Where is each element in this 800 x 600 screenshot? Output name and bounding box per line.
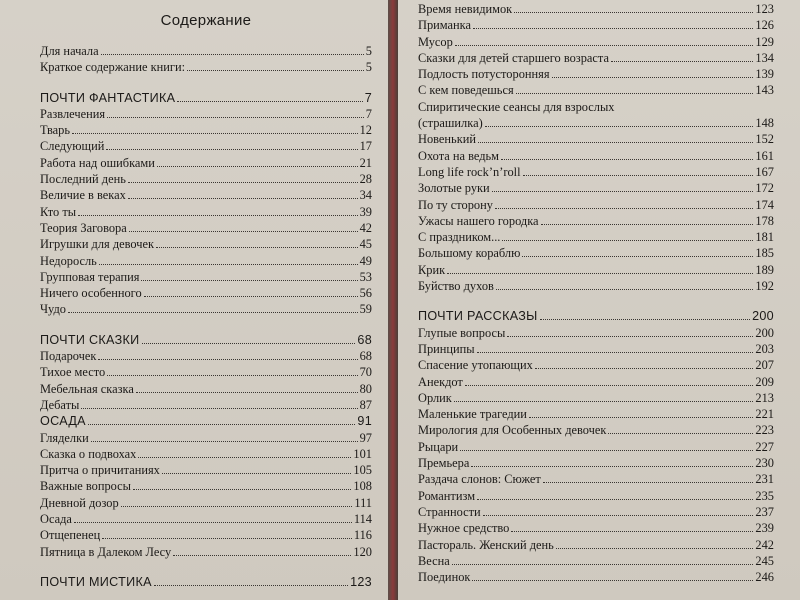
toc-entry-title: Охота на ведьм	[418, 148, 500, 163]
toc-leader-dots	[511, 523, 753, 533]
toc-entry-page-number: 189	[755, 262, 774, 277]
toc-entry-title: Мирология для Особенных девочек	[418, 423, 607, 438]
toc-entry	[418, 341, 774, 357]
toc-entry-title: Тихое место	[40, 365, 106, 380]
toc-leader-dots	[543, 474, 754, 484]
toc-entry	[418, 569, 774, 585]
toc-entry-page-number: 213	[755, 390, 774, 405]
toc-entry-title: Сказки для детей старшего возраста	[418, 50, 609, 65]
toc-entry-title: Дневной дозор	[40, 495, 119, 510]
toc-entry	[40, 511, 372, 527]
toc-entry-page-number: 174	[755, 197, 774, 212]
toc-entry-page-number: 7	[365, 106, 372, 121]
toc-entry-page-number: 34	[359, 188, 372, 203]
toc-entry	[418, 422, 774, 438]
toc-entry	[418, 325, 774, 341]
toc-leader-dots	[128, 190, 358, 200]
toc-entry-page-number: 139	[755, 67, 774, 82]
toc-entry	[418, 17, 774, 33]
toc-leader-dots	[455, 36, 754, 46]
toc-leader-dots	[141, 271, 357, 281]
toc-entry-page-number: 126	[755, 18, 774, 33]
toc-entry-page-number: 17	[359, 139, 372, 154]
toc-entry-title: Осада	[40, 512, 72, 527]
toc-entry	[418, 50, 774, 66]
toc-entry-title: Странности	[418, 504, 481, 519]
toc-leader-dots	[478, 134, 753, 144]
toc-entry-title: Чудо	[40, 302, 66, 317]
toc-leader-dots	[106, 141, 357, 151]
toc-entry-title: Рыцари	[418, 439, 459, 454]
toc-entry-title: Нужное средство	[418, 521, 510, 536]
toc-entry-title: Отщепенец	[40, 528, 101, 543]
toc-entry-page-number: 123	[755, 2, 774, 16]
toc-leader-dots	[68, 304, 358, 314]
toc-leader-dots	[535, 360, 754, 370]
toc-entry	[40, 253, 372, 269]
toc-entry-page-number: 221	[755, 407, 774, 422]
toc-entry-page-number: 116	[353, 528, 372, 543]
toc-entry-page-number: 68	[357, 332, 372, 347]
toc-entry	[418, 471, 774, 487]
toc-entry-title: Большому кораблю	[418, 246, 521, 261]
toc-entry	[40, 171, 372, 187]
toc-leader-dots	[541, 215, 754, 225]
toc-entry-title: Недоросль	[40, 253, 97, 268]
toc-entry-page-number: 53	[359, 269, 372, 284]
toc-section-entry	[40, 413, 372, 429]
toc-entry-page-number: 239	[755, 521, 774, 536]
toc-entry-title: ПОЧТИ ФАНТАСТИКА	[40, 90, 176, 105]
toc-entry	[418, 439, 774, 455]
toc-entry	[418, 520, 774, 536]
toc-entry	[418, 148, 774, 164]
toc-entry	[40, 430, 372, 446]
toc-entry-title: Следующий	[40, 139, 105, 154]
toc-entry	[418, 488, 774, 504]
toc-entry-title: Последний день	[40, 172, 126, 187]
toc-leader-dots	[133, 481, 351, 491]
right-toc-list	[418, 1, 774, 585]
toc-entry-page-number: 207	[755, 358, 774, 373]
toc-leader-dots	[447, 264, 753, 274]
toc-entry-title: ОСАДА	[40, 414, 86, 429]
toc-entry-title: Групповая терапия	[40, 269, 140, 284]
toc-entry-page-number: 246	[755, 570, 774, 585]
toc-entry	[418, 1, 774, 17]
toc-entry-title: Глупые вопросы	[418, 325, 506, 340]
toc-leader-dots	[173, 546, 351, 556]
toc-entry	[418, 34, 774, 50]
toc-leader-dots	[473, 20, 753, 30]
toc-leader-dots	[154, 576, 348, 586]
toc-leader-dots	[78, 206, 358, 216]
toc-entry-title: ПОЧТИ РАССКАЗЫ	[418, 309, 538, 324]
toc-entry-title: Весна	[418, 553, 450, 568]
toc-entry-title: Long life rock’n’roll	[418, 164, 521, 179]
toc-entry	[418, 357, 774, 373]
toc-entry-page-number: 148	[755, 116, 774, 131]
toc-entry-title: Спиритические сеансы для взрослых	[418, 99, 615, 114]
toc-entry-page-number: 192	[755, 279, 774, 294]
toc-entry	[418, 229, 774, 245]
toc-entry	[40, 106, 372, 122]
toc-entry-title: Ничего особенного	[40, 286, 142, 301]
toc-entry	[418, 374, 774, 390]
toc-leader-dots	[136, 383, 358, 393]
toc-leader-dots	[138, 448, 351, 458]
toc-section-entry	[40, 332, 372, 348]
toc-section-entry	[40, 90, 372, 106]
toc-entry-page-number: 235	[755, 488, 774, 503]
toc-leader-dots	[129, 222, 358, 232]
toc-heading: Содержание	[160, 12, 252, 29]
toc-leader-dots	[465, 376, 754, 386]
toc-leader-dots	[522, 248, 753, 258]
toc-leader-dots	[91, 432, 358, 442]
toc-leader-dots	[162, 464, 352, 474]
toc-entry-title: Крик	[418, 262, 446, 277]
toc-entry-page-number: 7	[364, 90, 372, 105]
toc-leader-dots	[507, 327, 753, 337]
book-gutter	[388, 0, 398, 600]
toc-entry-page-number: 223	[755, 423, 774, 438]
toc-leader-dots	[477, 490, 753, 500]
toc-leader-dots	[128, 173, 358, 183]
toc-entry-page-number: 134	[755, 50, 774, 65]
toc-entry-title: Сказка о подвохах	[40, 446, 137, 461]
toc-leader-dots	[187, 62, 364, 72]
toc-entry-page-number: 42	[359, 220, 372, 235]
toc-entry-page-number: 5	[365, 60, 372, 75]
toc-leader-dots	[611, 52, 753, 62]
toc-entry-page-number: 87	[359, 397, 372, 412]
toc-entry-page-number: 200	[752, 309, 774, 324]
toc-entry-title: Теория Заговора	[40, 220, 127, 235]
toc-leader-dots	[72, 125, 358, 135]
toc-entry-title: Ужасы нашего городка	[418, 213, 539, 228]
toc-entry	[418, 131, 774, 147]
toc-entry-page-number: 49	[359, 253, 372, 268]
toc-entry-page-number: 114	[353, 512, 372, 527]
toc-entry	[40, 122, 372, 138]
toc-entry	[418, 262, 774, 278]
toc-entry-title: Подарочек	[40, 349, 97, 364]
toc-entry-page-number: 5	[365, 44, 372, 58]
toc-entry-page-number: 80	[359, 381, 372, 396]
toc-entry-page-number: 181	[755, 230, 774, 245]
toc-leader-dots	[471, 457, 753, 467]
toc-entry	[40, 236, 372, 252]
toc-entry-title: Орлик	[418, 390, 452, 405]
toc-entry	[418, 245, 774, 261]
toc-entry-title: Притча о причитаниях	[40, 463, 160, 478]
toc-entry	[40, 204, 372, 220]
toc-entry	[40, 59, 372, 75]
toc-entry-page-number: 105	[353, 463, 372, 478]
toc-entry	[418, 406, 774, 422]
toc-leader-dots	[454, 392, 754, 402]
toc-leader-dots	[556, 539, 754, 549]
toc-entry-page-number: 28	[359, 172, 372, 187]
toc-leader-dots	[81, 399, 357, 409]
left-page	[0, 0, 388, 600]
toc-entry	[40, 446, 372, 462]
toc-entry-page-number: 68	[359, 349, 372, 364]
toc-entry-page-number: 129	[755, 34, 774, 49]
toc-entry-page-number: 56	[359, 286, 372, 301]
toc-entry-title: Новенький	[418, 132, 476, 147]
toc-leader-dots	[608, 425, 753, 435]
toc-entry	[40, 527, 372, 543]
toc-leader-dots	[107, 108, 364, 118]
toc-entry-page-number: 12	[359, 123, 372, 138]
toc-entry-page-number: 161	[755, 148, 774, 163]
toc-entry-page-number: 143	[755, 83, 774, 98]
toc-entry-title: Для начала	[40, 44, 99, 58]
toc-entry-title: Кто ты	[40, 204, 77, 219]
toc-leader-dots	[99, 255, 358, 265]
toc-section-entry	[40, 574, 372, 590]
toc-leader-dots	[101, 45, 364, 55]
toc-entry	[40, 348, 372, 364]
toc-entry	[418, 99, 774, 115]
toc-entry	[40, 495, 372, 511]
toc-entry-page-number: 152	[755, 132, 774, 147]
toc-leader-dots	[452, 555, 754, 565]
toc-entry-page-number: 167	[755, 164, 774, 179]
toc-entry	[418, 66, 774, 82]
toc-entry-title: Буйство духов	[418, 279, 494, 294]
toc-leader-dots	[496, 280, 754, 290]
toc-leader-dots	[157, 157, 358, 167]
toc-entry	[418, 278, 774, 294]
toc-leader-dots	[74, 513, 352, 523]
toc-leader-dots	[460, 441, 753, 451]
toc-leader-dots	[540, 311, 750, 321]
toc-leader-dots	[477, 343, 754, 353]
toc-leader-dots	[552, 69, 754, 79]
toc-entry-title: Анекдот	[418, 374, 463, 389]
left-toc-list	[40, 43, 372, 590]
toc-entry	[40, 364, 372, 380]
toc-entry-page-number: 185	[755, 246, 774, 261]
toc-entry-page-number: 237	[755, 504, 774, 519]
toc-entry-title: Мусор	[418, 34, 453, 49]
toc-entry	[40, 220, 372, 236]
toc-entry-title: ПОЧТИ СКАЗКИ	[40, 332, 140, 347]
toc-entry-page-number: 227	[755, 439, 774, 454]
toc-entry-title: Пастораль. Женский день	[418, 537, 554, 552]
toc-entry-title: Важные вопросы	[40, 479, 131, 494]
toc-entry-title: Спасение утопающих	[418, 358, 533, 373]
toc-entry-page-number: 200	[755, 325, 774, 340]
toc-entry-page-number: 59	[359, 302, 372, 317]
toc-entry	[418, 455, 774, 471]
toc-entry-title: Тварь	[40, 123, 70, 138]
toc-entry-title: Поединок	[418, 570, 471, 585]
toc-entry-page-number: 70	[359, 365, 372, 380]
toc-leader-dots	[516, 85, 754, 95]
toc-entry-page-number: 231	[755, 472, 774, 487]
toc-entry-title: С кем поведешься	[418, 83, 514, 98]
toc-entry	[40, 269, 372, 285]
toc-leader-dots	[177, 92, 362, 102]
toc-entry	[418, 164, 774, 180]
toc-entry-title: Гляделки	[40, 430, 89, 445]
toc-entry-title: Время невидимок	[418, 2, 513, 16]
toc-entry	[40, 43, 372, 59]
toc-entry-page-number: 91	[357, 414, 372, 429]
toc-leader-dots	[156, 239, 358, 249]
toc-entry-page-number: 172	[755, 181, 774, 196]
toc-entry-title: (страшилка)	[418, 116, 483, 131]
toc-entry-page-number: 39	[359, 204, 372, 219]
toc-entry-page-number: 123	[350, 574, 372, 589]
toc-leader-dots	[472, 571, 753, 581]
toc-leader-dots	[107, 367, 357, 377]
toc-entry-title: Принципы	[418, 341, 475, 356]
toc-entry-title: Премьера	[418, 456, 470, 471]
toc-leader-dots	[492, 183, 754, 193]
toc-leader-dots	[523, 166, 754, 176]
toc-entry	[418, 537, 774, 553]
toc-leader-dots	[501, 150, 753, 160]
toc-entry-title: Пятница в Далеком Лесу	[40, 544, 172, 559]
toc-leader-dots	[144, 287, 358, 297]
toc-entry-title: Дебаты	[40, 397, 80, 412]
toc-leader-dots	[495, 199, 753, 209]
toc-entry-title: Маленькие трагедии	[418, 407, 527, 422]
toc-entry-page-number: 178	[755, 213, 774, 228]
toc-leader-dots	[502, 231, 753, 241]
toc-entry-title: Романтизм	[418, 488, 476, 503]
toc-entry	[40, 155, 372, 171]
toc-entry	[418, 197, 774, 213]
toc-entry	[418, 553, 774, 569]
toc-leader-dots	[88, 415, 356, 425]
toc-entry-title: ПОЧТИ МИСТИКА	[40, 574, 152, 589]
toc-entry-title: Подлость потусторонняя	[418, 67, 550, 82]
toc-entry	[40, 462, 372, 478]
toc-entry-title: Игрушки для девочек	[40, 237, 155, 252]
toc-entry-title: Развлечения	[40, 106, 106, 121]
toc-leader-dots	[142, 334, 356, 344]
toc-leader-dots	[102, 530, 352, 540]
toc-entry-page-number: 242	[755, 537, 774, 552]
toc-entry	[40, 301, 372, 317]
toc-leader-dots	[514, 3, 753, 13]
toc-entry	[418, 180, 774, 196]
toc-entry	[40, 478, 372, 494]
toc-entry	[40, 381, 372, 397]
toc-leader-dots	[529, 408, 753, 418]
toc-entry-page-number: 230	[755, 456, 774, 471]
right-page	[398, 0, 800, 600]
toc-entry-page-number: 120	[353, 544, 372, 559]
toc-entry	[40, 138, 372, 154]
toc-entry	[40, 187, 372, 203]
toc-entry-page-number: 21	[359, 155, 372, 170]
toc-entry	[418, 213, 774, 229]
toc-entry	[40, 285, 372, 301]
toc-leader-dots	[483, 506, 754, 516]
toc-leader-dots	[485, 117, 754, 127]
toc-entry-title: Приманка	[418, 18, 471, 33]
toc-entry	[418, 115, 774, 131]
toc-entry-page-number: 209	[755, 374, 774, 389]
toc-entry-page-number: 245	[755, 553, 774, 568]
toc-entry-title: Мебельная сказка	[40, 381, 134, 396]
toc-entry	[40, 544, 372, 560]
toc-entry	[418, 504, 774, 520]
toc-entry-page-number: 203	[755, 341, 774, 356]
toc-entry-page-number: 97	[359, 430, 372, 445]
toc-entry	[40, 397, 372, 413]
toc-entry-title: Работа над ошибками	[40, 155, 155, 170]
toc-entry-page-number: 45	[359, 237, 372, 252]
toc-entry-page-number: 101	[353, 446, 372, 461]
toc-entry-title: Величие в веках	[40, 188, 126, 203]
toc-entry-title: Золотые руки	[418, 181, 490, 196]
toc-section-entry	[418, 308, 774, 324]
toc-entry-page-number: 108	[353, 479, 372, 494]
toc-entry-title: Раздача слонов: Сюжет	[418, 472, 541, 487]
toc-entry	[418, 82, 774, 98]
toc-entry-title: По ту сторону	[418, 197, 493, 212]
toc-leader-dots	[98, 350, 357, 360]
toc-leader-dots	[121, 497, 353, 507]
toc-entry-page-number: 111	[354, 495, 372, 510]
toc-entry-title: С праздником...	[418, 230, 501, 245]
toc-entry	[418, 390, 774, 406]
toc-entry-title: Краткое содержание книги:	[40, 60, 186, 75]
